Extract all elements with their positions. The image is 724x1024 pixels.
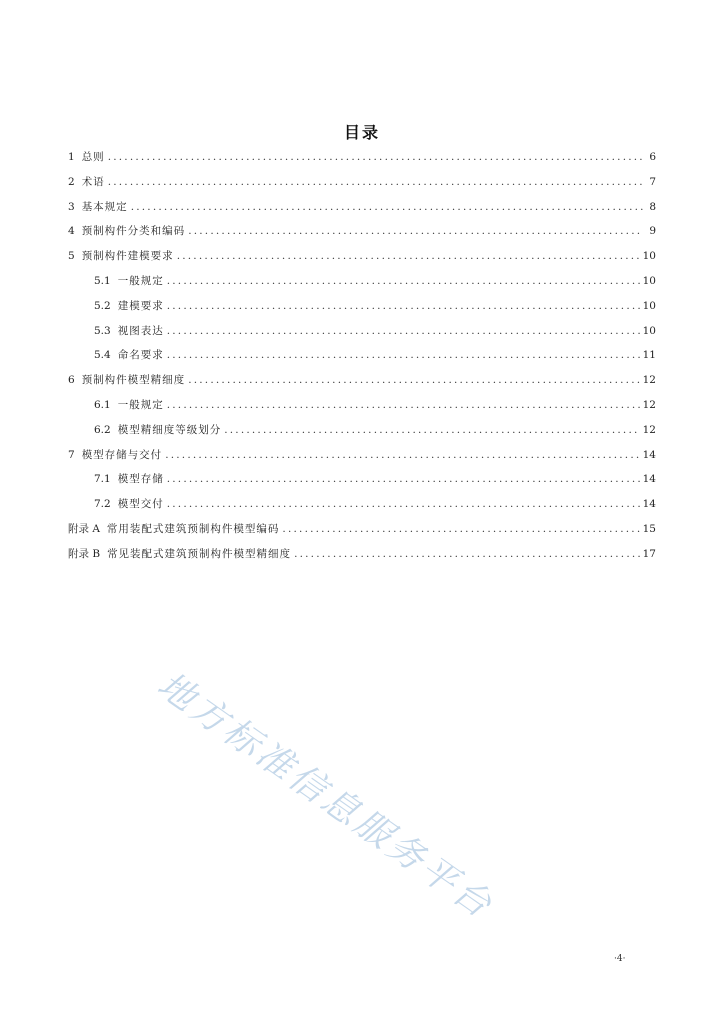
toc-entry-number: 附录 B [68, 547, 101, 560]
toc-entry-page: 7 [649, 175, 656, 188]
toc-list [68, 145, 656, 567]
toc-subentry[interactable] [68, 343, 656, 368]
dot-leader [188, 368, 639, 393]
toc-subentry[interactable] [68, 418, 656, 443]
toc-entry[interactable] [68, 542, 656, 567]
toc-entry[interactable] [68, 170, 656, 195]
toc-entry-title: 模型精细度等级划分 [117, 423, 222, 436]
toc-entry-page: 15 [642, 522, 656, 535]
dot-leader [108, 170, 643, 195]
dot-leader [167, 492, 640, 517]
toc-entry-page: 11 [642, 349, 656, 362]
toc-entry-page: 14 [642, 498, 656, 511]
toc-entry-title: 预制构件建模要求 [81, 250, 174, 263]
toc-entry-page: 6 [649, 151, 656, 163]
toc-entry-title: 命名要求 [117, 349, 164, 362]
toc-entry[interactable] [68, 443, 656, 468]
toc-entry[interactable] [68, 517, 656, 542]
dot-leader [177, 244, 640, 269]
toc-entry-number: 7.1 [94, 473, 111, 486]
toc-entry-page: 12 [642, 398, 656, 411]
toc-entry-title: 一般规定 [117, 274, 164, 287]
toc-entry-page: 14 [642, 448, 656, 461]
toc-entry-title: 模型交付 [117, 498, 164, 511]
toc-entry-page: 10 [642, 274, 656, 287]
toc-entry-page: 10 [642, 299, 656, 312]
dot-leader [167, 269, 640, 294]
toc-entry-number: 4 [68, 225, 75, 238]
toc-subentry[interactable] [68, 492, 656, 517]
toc-entry-title: 建模要求 [117, 299, 164, 312]
toc-entry[interactable] [68, 195, 656, 220]
dot-leader [167, 343, 640, 368]
toc-entry-title: 预制构件分类和编码 [81, 225, 186, 238]
toc-entry-number: 5.1 [94, 274, 111, 287]
toc-entry-title: 基本规定 [81, 200, 128, 213]
dot-leader [165, 443, 639, 468]
toc-entry-number: 7 [68, 448, 75, 461]
toc-entry-title: 一般规定 [117, 398, 164, 411]
toc-entry-title: 术语 [81, 175, 105, 188]
dot-leader [282, 517, 639, 542]
toc-entry-number: 6.2 [94, 423, 111, 436]
toc-entry-page: 9 [649, 225, 656, 238]
toc-entry[interactable] [68, 219, 656, 244]
dot-leader [188, 219, 643, 244]
dot-leader [167, 319, 640, 344]
toc-entry-title: 视图表达 [117, 324, 164, 337]
toc-title: 目录 [343, 123, 380, 142]
toc-entry[interactable] [68, 244, 656, 269]
toc-subentry[interactable] [68, 467, 656, 492]
dot-leader [167, 294, 640, 319]
toc-entry-number: 附录 A [68, 522, 100, 535]
watermark: 地方标准信息服务平台 [149, 664, 502, 928]
dot-leader [167, 393, 640, 418]
toc-entry-number: 1 [68, 151, 75, 163]
toc-entry-number: 6 [68, 374, 75, 387]
toc-entry-title: 常见装配式建筑预制构件模型精细度 [107, 547, 292, 560]
toc-entry-page: 8 [649, 200, 656, 213]
toc-subentry[interactable] [68, 319, 656, 344]
toc-entry-number: 3 [68, 200, 75, 213]
toc-entry-number: 2 [68, 175, 75, 188]
toc-entry-number: 5 [68, 250, 75, 263]
toc-subentry[interactable] [68, 294, 656, 319]
dot-leader [167, 467, 640, 492]
toc-subentry[interactable] [68, 393, 656, 418]
toc-entry-page: 12 [642, 374, 656, 387]
page-number: ·4· [614, 954, 626, 964]
toc-entry-page: 14 [642, 473, 656, 486]
dot-leader [224, 418, 639, 443]
toc-entry-number: 5.4 [94, 349, 111, 362]
toc-entry-page: 10 [642, 250, 656, 263]
toc-entry-page: 17 [642, 547, 656, 560]
dot-leader [294, 542, 640, 567]
dot-leader [108, 145, 643, 170]
toc-entry-number: 7.2 [94, 498, 111, 511]
toc-subentry[interactable] [68, 269, 656, 294]
toc-entry-page: 10 [642, 324, 656, 337]
dot-leader [131, 195, 643, 220]
toc-entry-title: 常用装配式建筑预制构件模型编码 [106, 522, 280, 535]
toc-entry-number: 6.1 [94, 398, 111, 411]
toc-entry-title: 模型存储 [117, 473, 164, 486]
toc-entry-number: 5.3 [94, 324, 111, 337]
toc-entry[interactable] [68, 145, 656, 170]
toc-entry-number: 5.2 [94, 299, 111, 312]
toc-entry-title: 总则 [81, 151, 105, 163]
toc-entry[interactable] [68, 368, 656, 393]
toc-entry-page: 12 [642, 423, 656, 436]
toc-entry-title: 预制构件模型精细度 [81, 374, 186, 387]
toc-entry-title: 模型存储与交付 [81, 448, 163, 461]
